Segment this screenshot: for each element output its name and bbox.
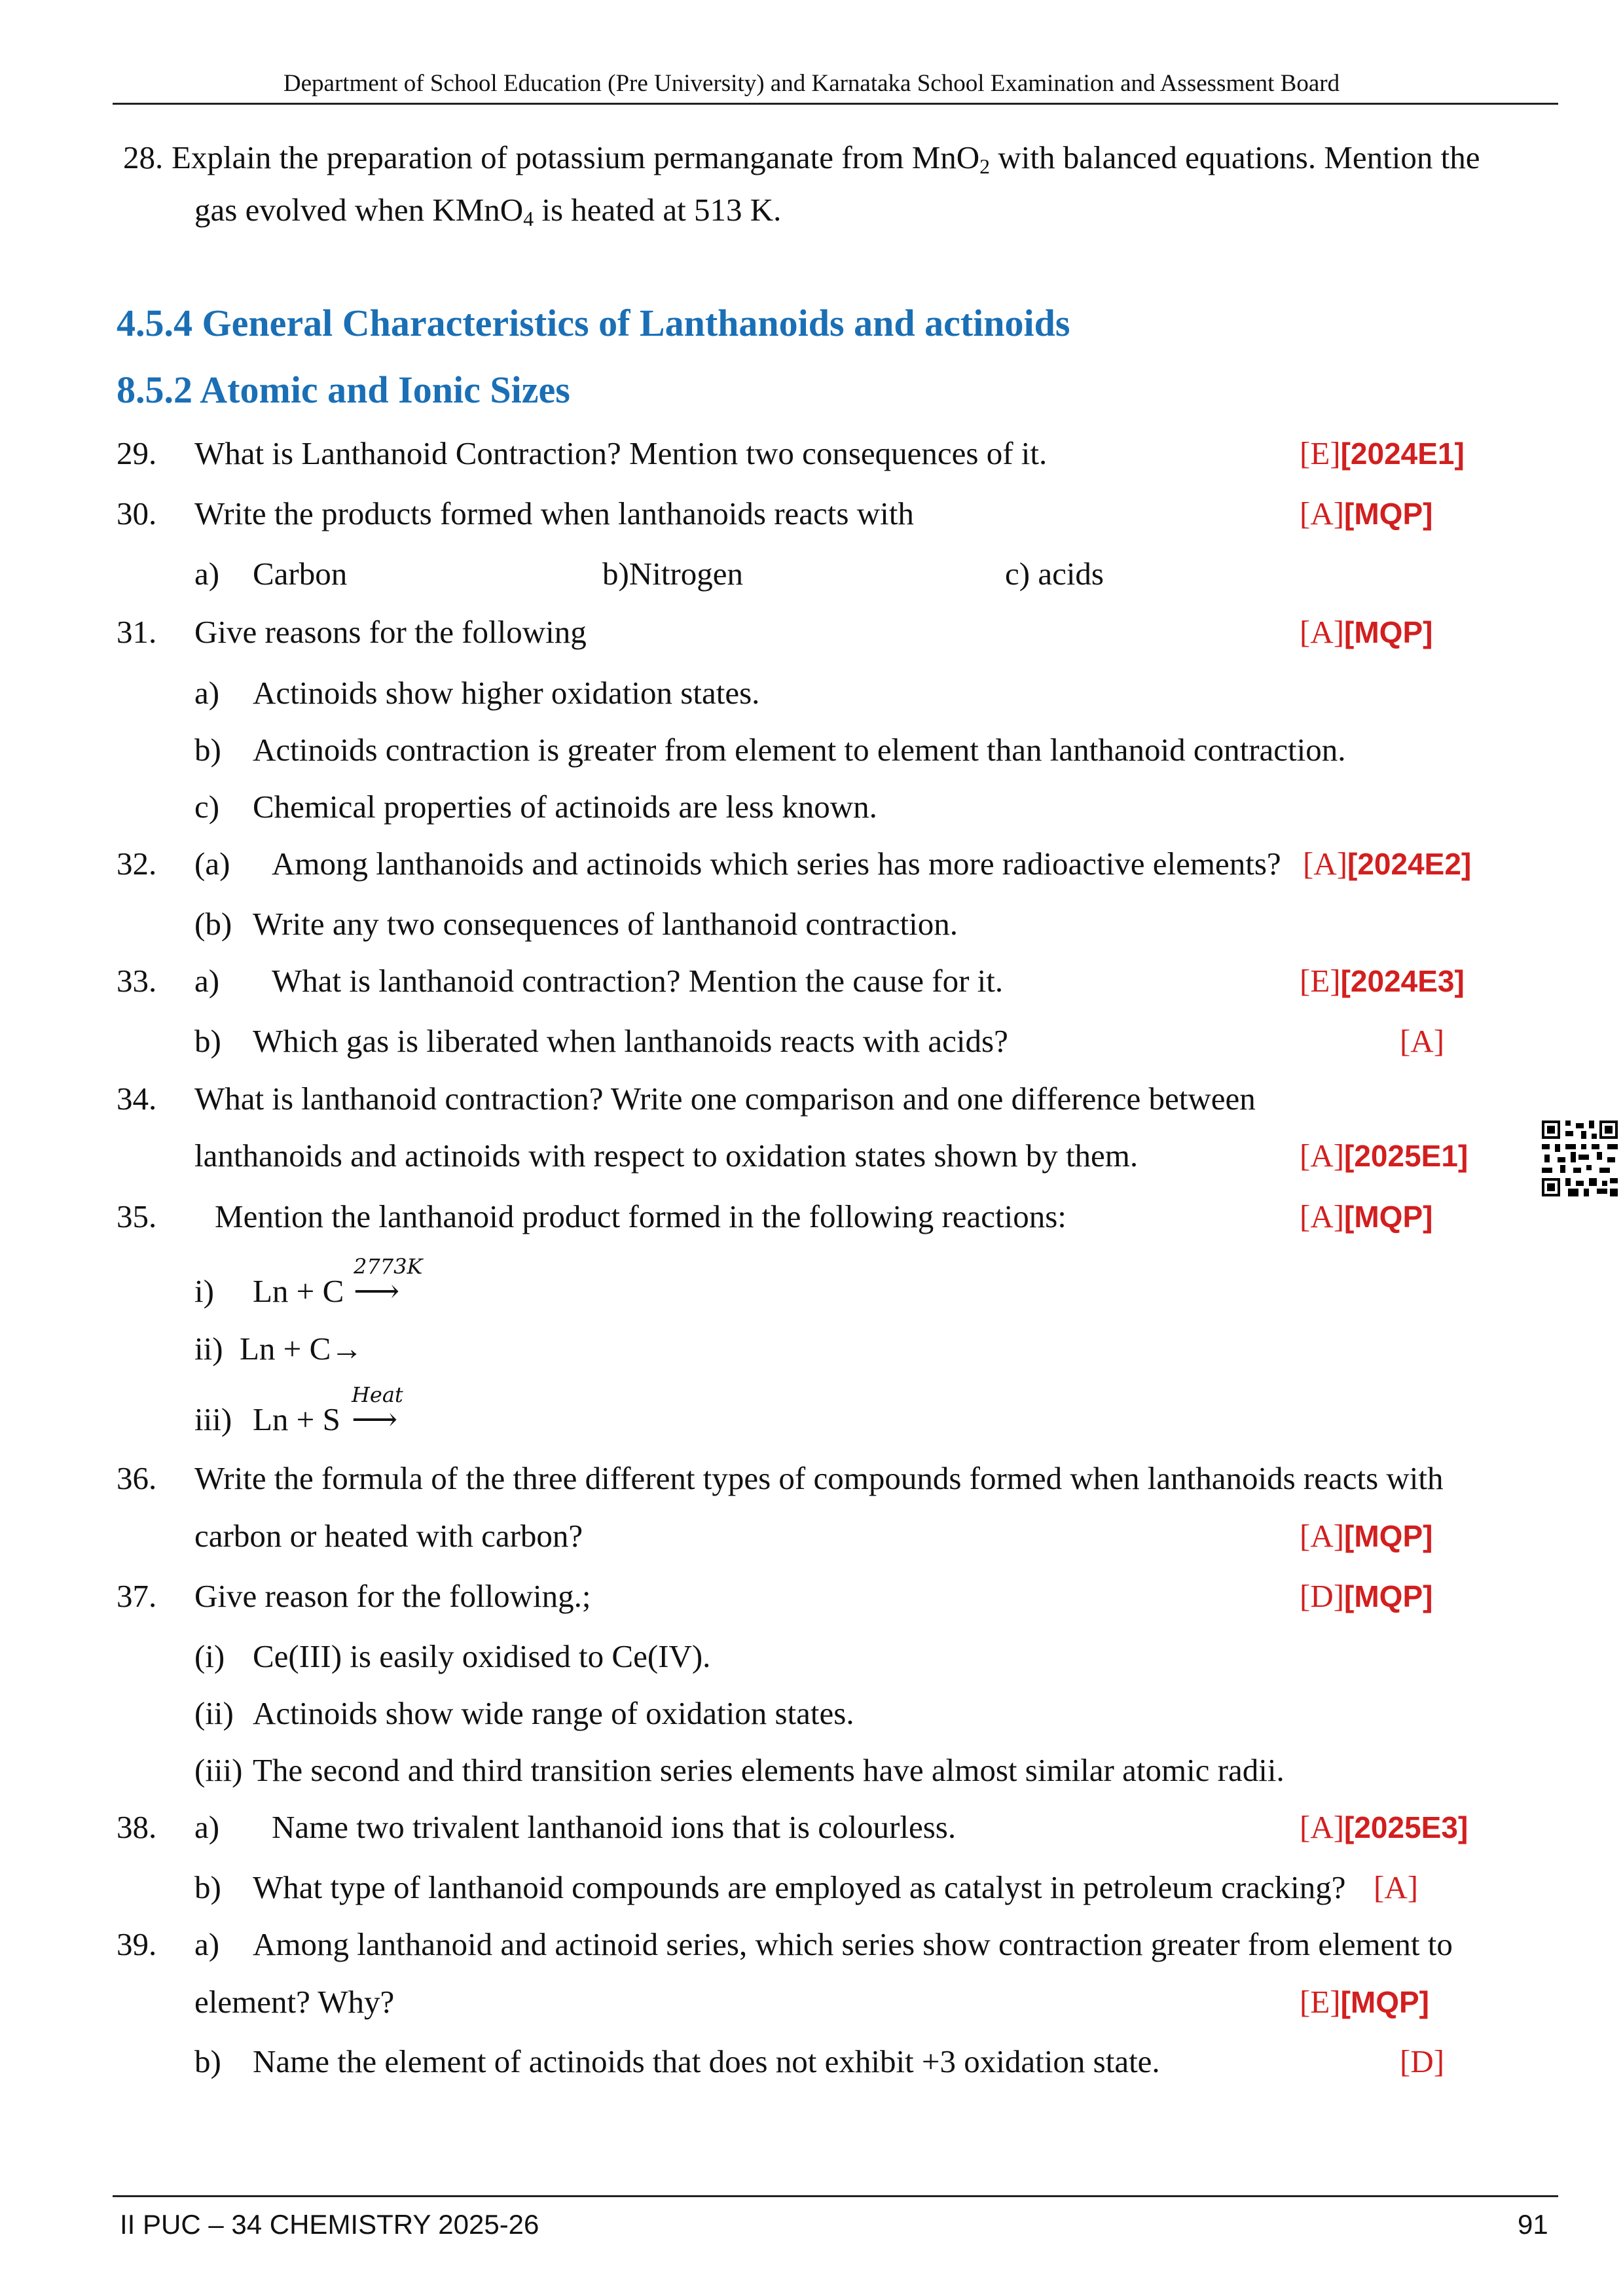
q39-tags: [E][MQP] bbox=[1300, 1984, 1429, 2020]
q37-iii-label: (iii) bbox=[194, 1752, 243, 1788]
q35-i-label: i) bbox=[194, 1273, 214, 1309]
q37-ii: Actinoids show wide range of oxidation states. bbox=[253, 1695, 854, 1731]
q31-c: Chemical properties of actinoids are less known. bbox=[253, 789, 877, 825]
q35-ii: Ln + C→ bbox=[240, 1331, 363, 1367]
q34-line2: lanthanoids and actinoids with respect to oxidation states shown by them. bbox=[194, 1138, 1139, 1174]
q32-a: Among lanthanoids and actinoids which series has more radioactive elements? bbox=[272, 846, 1281, 882]
q29-number: 29. bbox=[117, 435, 157, 471]
q32-b-label: (b) bbox=[194, 906, 232, 942]
q28-number: 28. bbox=[123, 139, 164, 175]
q39-b-label: b) bbox=[194, 2043, 221, 2079]
q38-b-level: [A] bbox=[1374, 1869, 1419, 1905]
q38-b-label: b) bbox=[194, 1869, 221, 1905]
q37-iii: The second and third transition series elements have almost similar atomic radii. bbox=[253, 1752, 1285, 1788]
q38-a: Name two trivalent lanthanoid ions that is colourless. bbox=[272, 1809, 957, 1845]
q35-iii-condition: Heat bbox=[352, 1382, 403, 1407]
q35-i-arrow: ⟶ bbox=[354, 1273, 400, 1309]
q30-option-a-label: a) bbox=[194, 556, 220, 592]
footer-title: II PUC – 34 CHEMISTRY 2025-26 bbox=[120, 2209, 539, 2240]
q31-tags: [A][MQP] bbox=[1300, 614, 1433, 650]
q37-ii-label: (ii) bbox=[194, 1695, 234, 1731]
q39-b-level: [D] bbox=[1400, 2043, 1445, 2079]
q28-line2: gas evolved when KMnO$_4$ is heated at 513 K. bbox=[194, 192, 782, 230]
q32-a-label: (a) bbox=[194, 846, 230, 882]
q31-b-label: b) bbox=[194, 732, 221, 768]
q31-text: Give reasons for the following bbox=[194, 614, 587, 650]
q35-number: 35. bbox=[117, 1198, 157, 1234]
q35-iii-arrow: ⟶ bbox=[352, 1401, 398, 1437]
q38-tags: [A][2025E3] bbox=[1300, 1809, 1468, 1845]
q35-iii: Ln + S bbox=[253, 1401, 340, 1437]
q32-b: Write any two consequences of lanthanoid contraction. bbox=[253, 906, 958, 942]
q38-a-label: a) bbox=[194, 1809, 220, 1845]
q32-tags: [A][2024E2] bbox=[1303, 846, 1472, 882]
q31-a-label: a) bbox=[194, 675, 220, 711]
q30-option-a: Carbon bbox=[253, 556, 348, 592]
q38-number: 38. bbox=[117, 1809, 157, 1845]
q35-i: Ln + C bbox=[253, 1273, 344, 1309]
qr-code-icon[interactable] bbox=[1542, 1121, 1618, 1196]
q31-c-label: c) bbox=[194, 789, 220, 825]
q30-option-c: c) acids bbox=[1005, 556, 1104, 592]
header-rule bbox=[113, 103, 1558, 105]
q39-a-line2: element? Why? bbox=[194, 1984, 395, 2020]
q30-number: 30. bbox=[117, 495, 157, 531]
q30-option-b: b)Nitrogen bbox=[602, 556, 743, 592]
q33-a: What is lanthanoid contraction? Mention the cause for it. bbox=[272, 963, 1004, 999]
page-header: Department of School Education (Pre University) and Karnataka School Examination and Assessment Board bbox=[283, 70, 1340, 97]
q37-text: Give reason for the following.; bbox=[194, 1578, 591, 1614]
q35-tags: [A][MQP] bbox=[1300, 1198, 1433, 1234]
q34-line1: What is lanthanoid contraction? Write one comparison and one difference between bbox=[194, 1081, 1256, 1117]
q33-tags: [E][2024E3] bbox=[1300, 963, 1465, 999]
q39-a-label: a) bbox=[194, 1926, 220, 1962]
q29-tags: [E][2024E1] bbox=[1300, 435, 1465, 471]
q35-iii-label: iii) bbox=[194, 1401, 232, 1437]
q32-number: 32. bbox=[117, 846, 157, 882]
q30-text: Write the products formed when lanthanoids reacts with bbox=[194, 495, 914, 531]
q36-line2: carbon or heated with carbon? bbox=[194, 1518, 583, 1554]
subsection-heading: 8.5.2 Atomic and Ionic Sizes bbox=[117, 368, 570, 411]
q34-tags: [A][2025E1] bbox=[1300, 1138, 1468, 1174]
q36-number: 36. bbox=[117, 1460, 157, 1496]
q33-b-label: b) bbox=[194, 1023, 221, 1059]
q29-text: What is Lanthanoid Contraction? Mention two consequences of it. bbox=[194, 435, 1048, 471]
q38-b: What type of lanthanoid compounds are employed as catalyst in petroleum cracking? bbox=[253, 1869, 1346, 1905]
q36-line1: Write the formula of the three different types of compounds formed when lanthanoids reacts with bbox=[194, 1460, 1444, 1496]
q31-b: Actinoids contraction is greater from element to element than lanthanoid contraction. bbox=[253, 732, 1346, 768]
q39-number: 39. bbox=[117, 1926, 157, 1962]
q37-tags: [D][MQP] bbox=[1300, 1578, 1433, 1614]
footer-rule bbox=[113, 2195, 1558, 2197]
q33-b: Which gas is liberated when lanthanoids reacts with acids? bbox=[253, 1023, 1008, 1059]
q30-tags: [A][MQP] bbox=[1300, 495, 1433, 531]
q37-i-label: (i) bbox=[194, 1638, 225, 1674]
q33-a-label: a) bbox=[194, 963, 220, 999]
q33-b-level: [A] bbox=[1400, 1023, 1445, 1059]
q39-b: Name the element of actinoids that does not exhibit +3 oxidation state. bbox=[253, 2043, 1160, 2079]
q28-line1: Explain the preparation of potassium permanganate from MnO$_2$ with balanced equations. Mention the bbox=[172, 139, 1480, 178]
q35-ii-label: ii) bbox=[194, 1331, 223, 1367]
q37-i: Ce(III) is easily oxidised to Ce(IV). bbox=[253, 1638, 711, 1674]
q36-tags: [A][MQP] bbox=[1300, 1518, 1433, 1554]
page-number: 91 bbox=[1518, 2209, 1548, 2240]
q37-number: 37. bbox=[117, 1578, 157, 1614]
section-heading: 4.5.4 General Characteristics of Lanthanoids and actinoids bbox=[117, 302, 1070, 344]
q35-i-condition: 2773K bbox=[354, 1254, 423, 1279]
q34-number: 34. bbox=[117, 1081, 157, 1117]
q35-text: Mention the lanthanoid product formed in the following reactions: bbox=[215, 1198, 1067, 1234]
q33-number: 33. bbox=[117, 963, 157, 999]
q31-a: Actinoids show higher oxidation states. bbox=[253, 675, 760, 711]
q39-a-line1: Among lanthanoid and actinoid series, which series show contraction greater from element to bbox=[253, 1926, 1453, 1962]
q31-number: 31. bbox=[117, 614, 157, 650]
